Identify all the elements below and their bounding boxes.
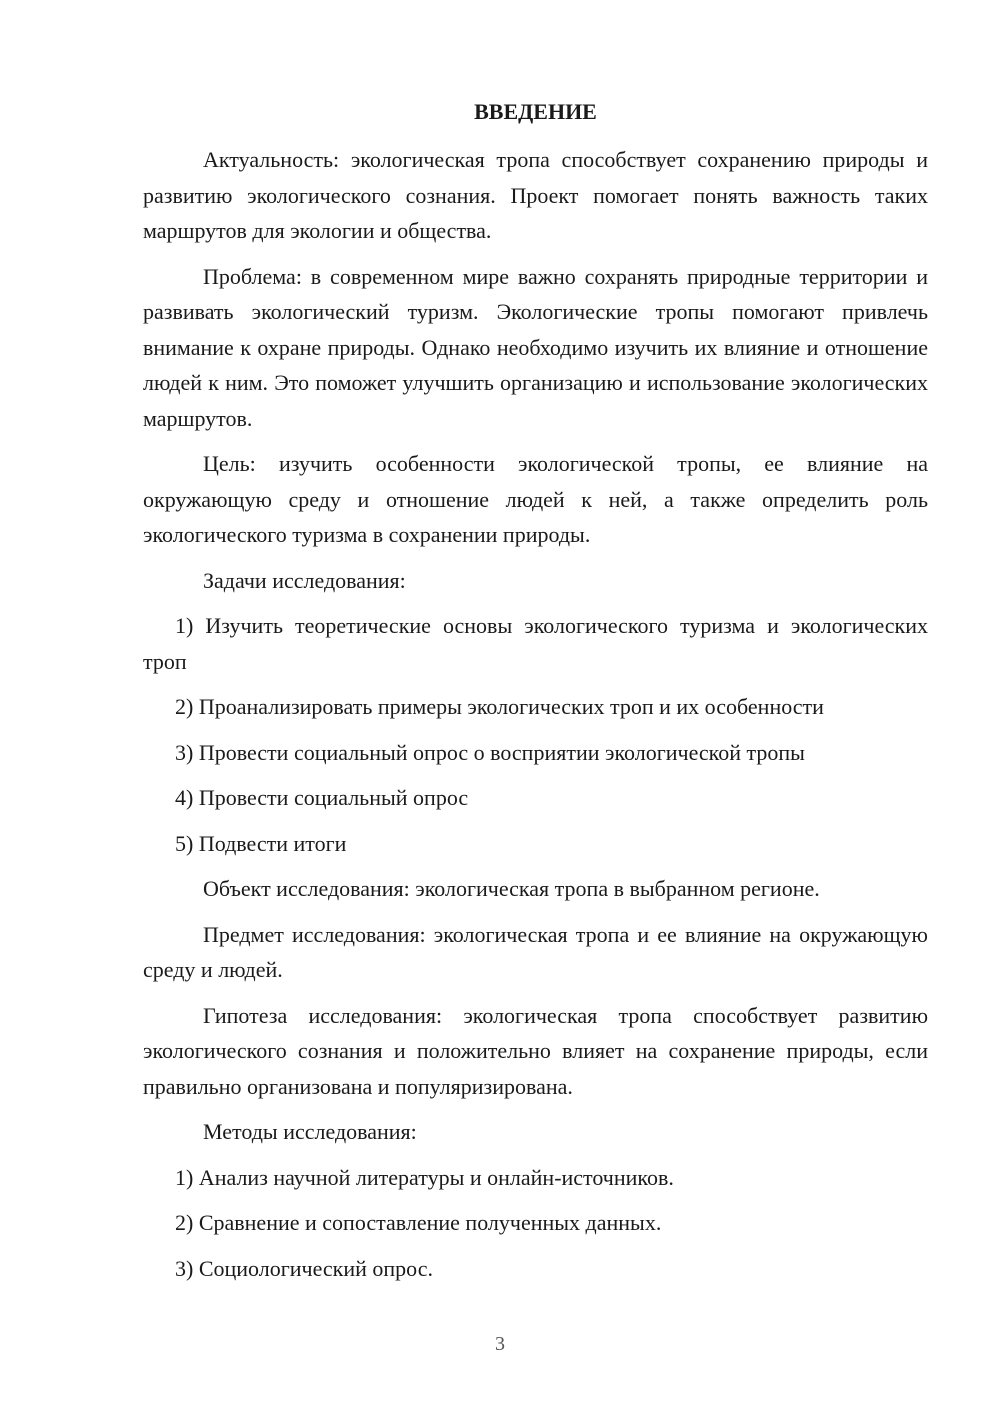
task-item-4: 4) Провести социальный опрос: [175, 785, 469, 810]
method-item-2: 2) Сравнение и сопоставление полученных данных.: [175, 1210, 662, 1235]
task-item-3: 3) Провести социальный опрос о восприятии экологической тропы: [175, 739, 805, 765]
page-content: [143, 94, 928, 1296]
methods-heading: Методы исследования:: [203, 1119, 417, 1144]
section-title: ВВЕДЕНИЕ: [474, 99, 597, 124]
method-item-1: 1) Анализ научной литературы и онлайн-источников.: [175, 1164, 674, 1190]
goal-paragraph: Цель: изучить особенности экологической тропы, ее влияние на окружающую среду и отношение людей к ней, а также определить роль экологического туризма в сохранении природы.: [143, 451, 928, 547]
hypothesis-paragraph: Гипотеза исследования: экологическая тропа способствует развитию экологического сознания и положительно влияет на сохранение природы, если правильно организована и популяризирована.: [143, 1002, 928, 1099]
subject-paragraph: Предмет исследования: экологическая тропа и ее влияние на окружающую среду и людей.: [143, 921, 928, 982]
object-paragraph: Объект исследования: экологическая тропа в выбранном регионе.: [203, 876, 820, 901]
method-item-3: 3) Социологический опрос.: [175, 1255, 433, 1281]
task-item-1: 1) Изучить теоретические основы экологического туризма и экологических троп: [143, 613, 928, 674]
problem-paragraph: Проблема: в современном мире важно сохранять природные территории и развивать экологический туризм. Экологические тропы помогают привлечь внимание к охране природы. Однако необходимо изучить их влияние и отношение людей к ним. Это поможет улучшить организацию и использование экологических маршрутов.: [143, 263, 928, 431]
task-item-5: 5) Подвести итоги: [175, 830, 347, 856]
relevance-paragraph: Актуальность: экологическая тропа способствует сохранению природы и развитию экологического сознания. Проект помогает понять важность таких маршрутов для экологии и общества.: [143, 147, 928, 243]
task-item-2: 2) Проанализировать примеры экологических троп и их особенности: [175, 694, 824, 719]
page-number: 3: [495, 1333, 505, 1355]
tasks-heading: Задачи исследования:: [203, 567, 406, 593]
